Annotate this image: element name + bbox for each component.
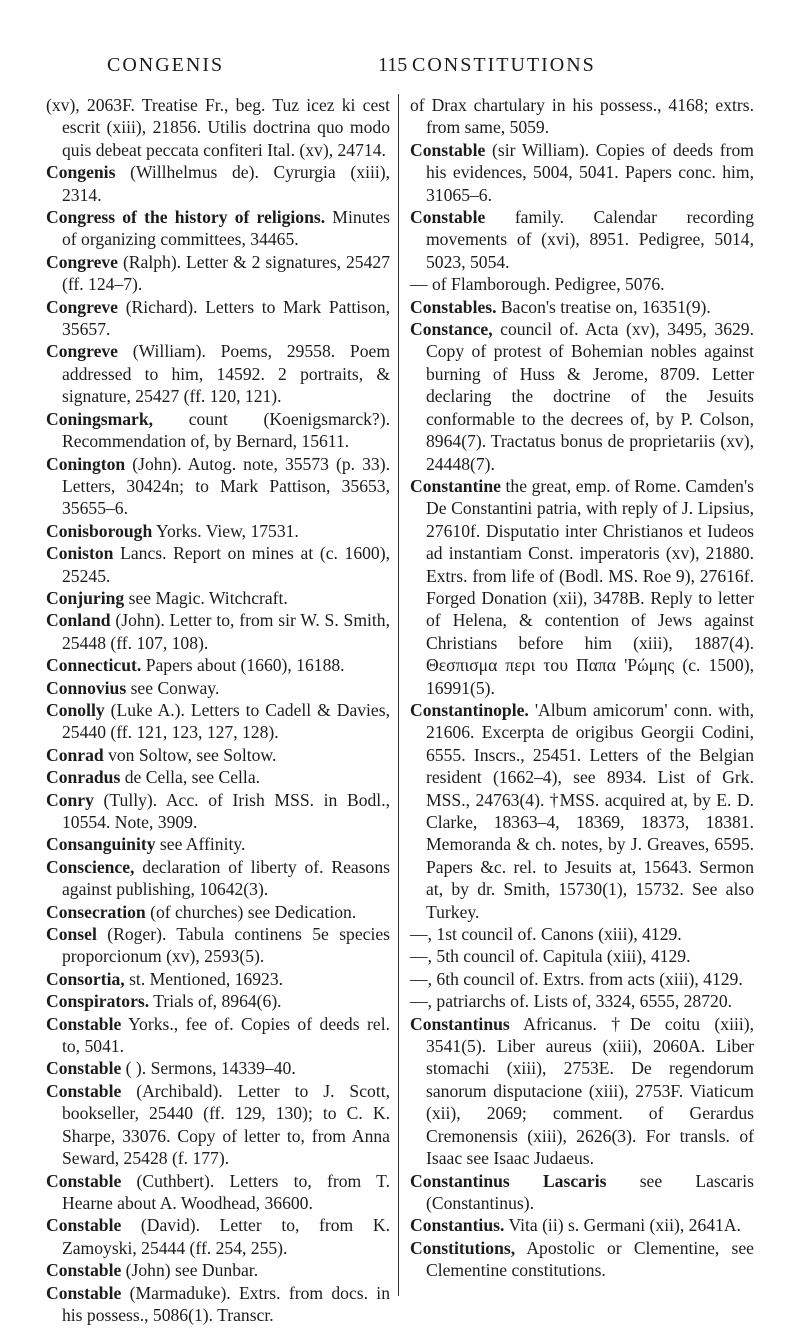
entry-headword: Constable [410, 139, 486, 160]
entry-headword: Congreve [46, 251, 118, 272]
entry-text: (Roger). Tabula continens 5e species proporcionum (xv), 2593(5). [62, 924, 390, 967]
header-left-word: CONGENIS [107, 54, 225, 76]
index-entry [410, 139, 754, 206]
entry-text: council of. Acta (xv), 3495, 3629. Copy of protest of Bohemian nobles against burning of Huss & Jerome, 8709. Letter declaring the doctrine of the Jesuits conformable to the decrees of, by P. Colson, 8964(7). Tractatus bonus de proprietariis (xv), 24448(7). [426, 319, 754, 474]
index-entry [46, 296, 390, 341]
entry-headword: Constable [46, 1080, 122, 1101]
index-entry [410, 94, 754, 139]
index-entry [410, 923, 754, 945]
index-entry [46, 453, 390, 520]
index-entry [46, 1170, 390, 1215]
index-entry [46, 1057, 390, 1079]
entry-headword: Constable [46, 1058, 122, 1079]
entry-text: —, 6th council of. Extrs. from acts (xiii), 4129. [410, 968, 743, 989]
entry-headword: Constable [46, 1013, 122, 1034]
entry-headword: Constantinus Lascaris [410, 1170, 607, 1191]
entry-headword: Constantinople. [410, 699, 529, 720]
entry-headword: Constable [46, 1215, 122, 1236]
index-entry [46, 744, 390, 766]
index-entry [410, 206, 754, 273]
index-entry [46, 1013, 390, 1058]
entry-text: von Soltow, see Soltow. [103, 744, 277, 765]
entry-text: (Ralph). Letter & 2 signatures, 25427 (ff. 124–7). [62, 251, 390, 295]
entry-headword: Consel [46, 924, 97, 945]
entry-headword: Constantius. [410, 1215, 505, 1236]
entry-text: (sir William). Copies of deeds from his evidences, 5004, 5041. Papers conc. him, 31065–6. [426, 139, 754, 205]
right-column [410, 94, 754, 1304]
entry-text: (John). Letter to, from sir W. S. Smith, 25448 (ff. 107, 108). [62, 610, 390, 653]
running-header [0, 54, 801, 84]
index-entry [410, 296, 754, 318]
entry-text: (William). Poems, 29558. Poem addressed to him, 14592. 2 portraits, & signature, 25427 (ff. 120, 121). [62, 341, 390, 407]
entry-headword: Consortia, [46, 968, 125, 989]
entry-text: (of churches) see Dedication. [145, 901, 357, 922]
entry-text: (Richard). Letters to Mark Pattison, 35657. [62, 296, 390, 340]
entry-text: (Luke A.). Letters to Cadell & Davies, 25440 (ff. 121, 123, 127, 128). [62, 699, 390, 743]
entry-headword: Congreve [46, 296, 118, 317]
entry-text: (Willhelmus de). Cyrurgia (xiii), 2314. [62, 162, 390, 205]
entry-text: (John). Autog. note, 35573 (p. 33). Letters, 30424n; to Mark Pattison, 35653, 35655–6. [62, 453, 390, 519]
index-entry [46, 677, 390, 699]
index-entry [46, 587, 390, 609]
entry-headword: Congress of the history of religions. [46, 207, 326, 228]
index-entry [46, 901, 390, 923]
entry-headword: Conland [46, 610, 111, 631]
entry-headword: Constantine [410, 475, 501, 496]
index-entry [46, 251, 390, 296]
entry-text: (David). Letter to, from K. Zamoyski, 25444 (ff. 254, 255). [62, 1215, 390, 1258]
index-entry [46, 206, 390, 251]
index-entry [410, 273, 754, 295]
entry-headword: Constantinus [410, 1013, 510, 1034]
entry-text: —, 1st council of. Canons (xiii), 4129. [410, 924, 682, 945]
index-entry [46, 789, 390, 834]
entry-text: de Cella, see Cella. [120, 767, 261, 788]
entry-text: 'Album amicorum' conn. with, 21606. Excerpta de origibus Georgii Codini, 6555. Inscrs., 25451. Letters of the Belgian resident (1662–4), see 8934. List of Grk. MSS., 24763(4). †MSS. acquired at, by E. D. Clarke, 18363–4, 18369, 18373, 18381. Memoranda & ch. notes, by J. Greaves, 6595. Papers &c. rel. to Jesuits at, 15643. Sermon at, by dr. Smith, 15730(1), 15732. See also Turkey. [426, 699, 754, 922]
entry-text: count (Koenigsmarck?). Recommendation of, by Bernard, 15611. [62, 408, 390, 452]
entry-text: ( ). Sermons, 14339–40. [121, 1058, 296, 1079]
entry-text: Bacon's treatise on, 16351(9). [496, 296, 711, 317]
entry-headword: Connovius [46, 677, 127, 698]
index-entry [46, 856, 390, 901]
entry-headword: Conjuring [46, 587, 125, 608]
index-entry [46, 833, 390, 855]
index-entry [46, 923, 390, 968]
entry-headword: Conington [46, 453, 126, 474]
entry-headword: Connecticut. [46, 655, 142, 676]
index-entry [46, 542, 390, 587]
entry-headword: Conrad [46, 744, 104, 765]
index-entry [46, 968, 390, 990]
entry-headword: Constable [46, 1260, 122, 1281]
entry-headword: Constables. [410, 296, 497, 317]
index-entry [46, 520, 390, 542]
entry-text: the great, emp. of Rome. Camden's De Constantini patria, with reply of J. Lipsius, 27610f. Disputatio inter Christianos et Iudeos ad instantiam Const. imperatoris (xv), 21880. Extrs. from life of (Bodl. MS. Roe 9), 27616f. Forged Donation (xii), 3478B. Reply to letter of Helena, & contention of Jews against Christians before him (xiii), 1887(4). Θεσπισμα περι του Παπα 'Ρώμης (c. 1500), 16991(5). [426, 475, 754, 698]
index-entry [410, 475, 754, 699]
entry-text: (John) see Dunbar. [121, 1260, 259, 1281]
index-entry [410, 318, 754, 475]
index-entry [410, 1170, 754, 1215]
entry-headword: Constable [46, 1170, 122, 1191]
header-right-word: CONSTITUTIONS [412, 54, 596, 76]
entry-text: —, 5th council of. Capitula (xiii), 4129. [410, 946, 691, 967]
entry-text: — of Flamborough. Pedigree, 5076. [410, 274, 665, 295]
entry-headword: Constable [410, 207, 486, 228]
entry-headword: Constitutions, [410, 1237, 516, 1258]
entry-text: (xv), 2063F. Treatise Fr., beg. Tuz icez ki cest escrit (xiii), 21856. Utilis doctrina quo modo quis debeat peccata confiteri Ital. (xv), 24714. [46, 95, 390, 160]
column-rule [398, 94, 399, 1296]
entry-text: of Drax chartulary in his possess., 4168; extrs. from same, 5059. [410, 95, 754, 138]
entry-text: see Lascaris (Constantinus). [426, 1170, 754, 1213]
index-entry [46, 1259, 390, 1281]
index-entry [46, 654, 390, 676]
entry-text: (Archibald). Letter to J. Scott, bookseller, 25440 (ff. 129, 130); to C. K. Sharpe, 33076. Copy of letter to, from Anna Seward, 25428 (f. 177). [62, 1080, 390, 1169]
entry-text: Africanus. †De coitu (xiii), 3541(5). Liber aureus (xiii), 2060A. Liber stomachi (xiii), 2753E. De regendorum sanorum disputacione (xiii), 2753F. Viaticum (xii), 2069; comment. of Gerardus Cremonensis (xiii), 2626(3). For transls. of Isaac see Isaac Judaeus. [426, 1013, 754, 1169]
index-entry [46, 699, 390, 744]
index-entry [410, 990, 754, 1012]
entry-headword: Conolly [46, 699, 105, 720]
index-entry [410, 1214, 754, 1236]
entry-text: declaration of liberty of. Reasons against publishing, 10642(3). [62, 856, 390, 900]
entry-text: Yorks. View, 17531. [152, 520, 299, 541]
entry-text: family. Calendar recording movements of (xvi), 8951. Pedigree, 5014, 5023, 5054. [426, 207, 754, 272]
entry-headword: Conscience, [46, 856, 135, 877]
index-entry [410, 699, 754, 923]
entry-headword: Congreve [46, 341, 118, 362]
entry-headword: Consanguinity [46, 834, 156, 855]
entry-text: see Magic. Witchcraft. [124, 587, 288, 608]
entry-text: see Conway. [126, 677, 220, 698]
index-entry [410, 945, 754, 967]
index-entry [46, 161, 390, 206]
index-entry [410, 1237, 754, 1282]
entry-text: (Marmaduke). Extrs. from docs. in his possess., 5086(1). Transcr. [62, 1282, 390, 1325]
entry-text: Yorks., fee of. Copies of deeds rel. to, 5041. [62, 1013, 390, 1057]
entry-text: Papers about (1660), 16188. [141, 655, 345, 676]
entry-text: Vita (ii) s. Germani (xii), 2641A. [504, 1215, 741, 1236]
index-entry [46, 990, 390, 1012]
entry-text: st. Mentioned, 16923. [124, 968, 284, 989]
entry-headword: Coningsmark, [46, 408, 154, 429]
index-entry [46, 94, 390, 161]
entry-headword: Conspirators. [46, 991, 150, 1012]
entry-text: see Affinity. [155, 834, 246, 855]
index-entry [46, 340, 390, 407]
index-entry [410, 968, 754, 990]
index-entry [410, 1013, 754, 1170]
page-number: 115 [378, 54, 408, 76]
entry-text: Lancs. Report on mines at (c. 1600), 25245. [62, 543, 390, 586]
entry-headword: Constance, [410, 319, 493, 340]
entry-headword: Conradus [46, 767, 121, 788]
entry-text: Minutes of organizing committees, 34465. [62, 207, 390, 250]
index-entry [46, 1080, 390, 1170]
index-entry [46, 1282, 390, 1327]
entry-headword: Congenis [46, 162, 116, 183]
index-entry [46, 609, 390, 654]
entry-text: (Tully). Acc. of Irish MSS. in Bodl., 10554. Note, 3909. [62, 789, 390, 832]
left-column [46, 94, 390, 1325]
entry-headword: Conisborough [46, 520, 153, 541]
entry-text: Apostolic or Clementine, see Clementine constitutions. [426, 1237, 754, 1281]
entry-headword: Consecration [46, 901, 146, 922]
entry-headword: Conry [46, 789, 94, 810]
entry-headword: Coniston [46, 543, 114, 564]
entry-text: Trials of, 8964(6). [149, 991, 282, 1012]
index-entry [46, 766, 390, 788]
entry-headword: Constable [46, 1282, 122, 1303]
index-entry [46, 1214, 390, 1259]
index-entry [46, 408, 390, 453]
entry-text: (Cuthbert). Letters to, from T. Hearne about A. Woodhead, 36600. [62, 1170, 390, 1213]
entry-text: —, patriarchs of. Lists of, 3324, 6555, 28720. [410, 991, 733, 1012]
